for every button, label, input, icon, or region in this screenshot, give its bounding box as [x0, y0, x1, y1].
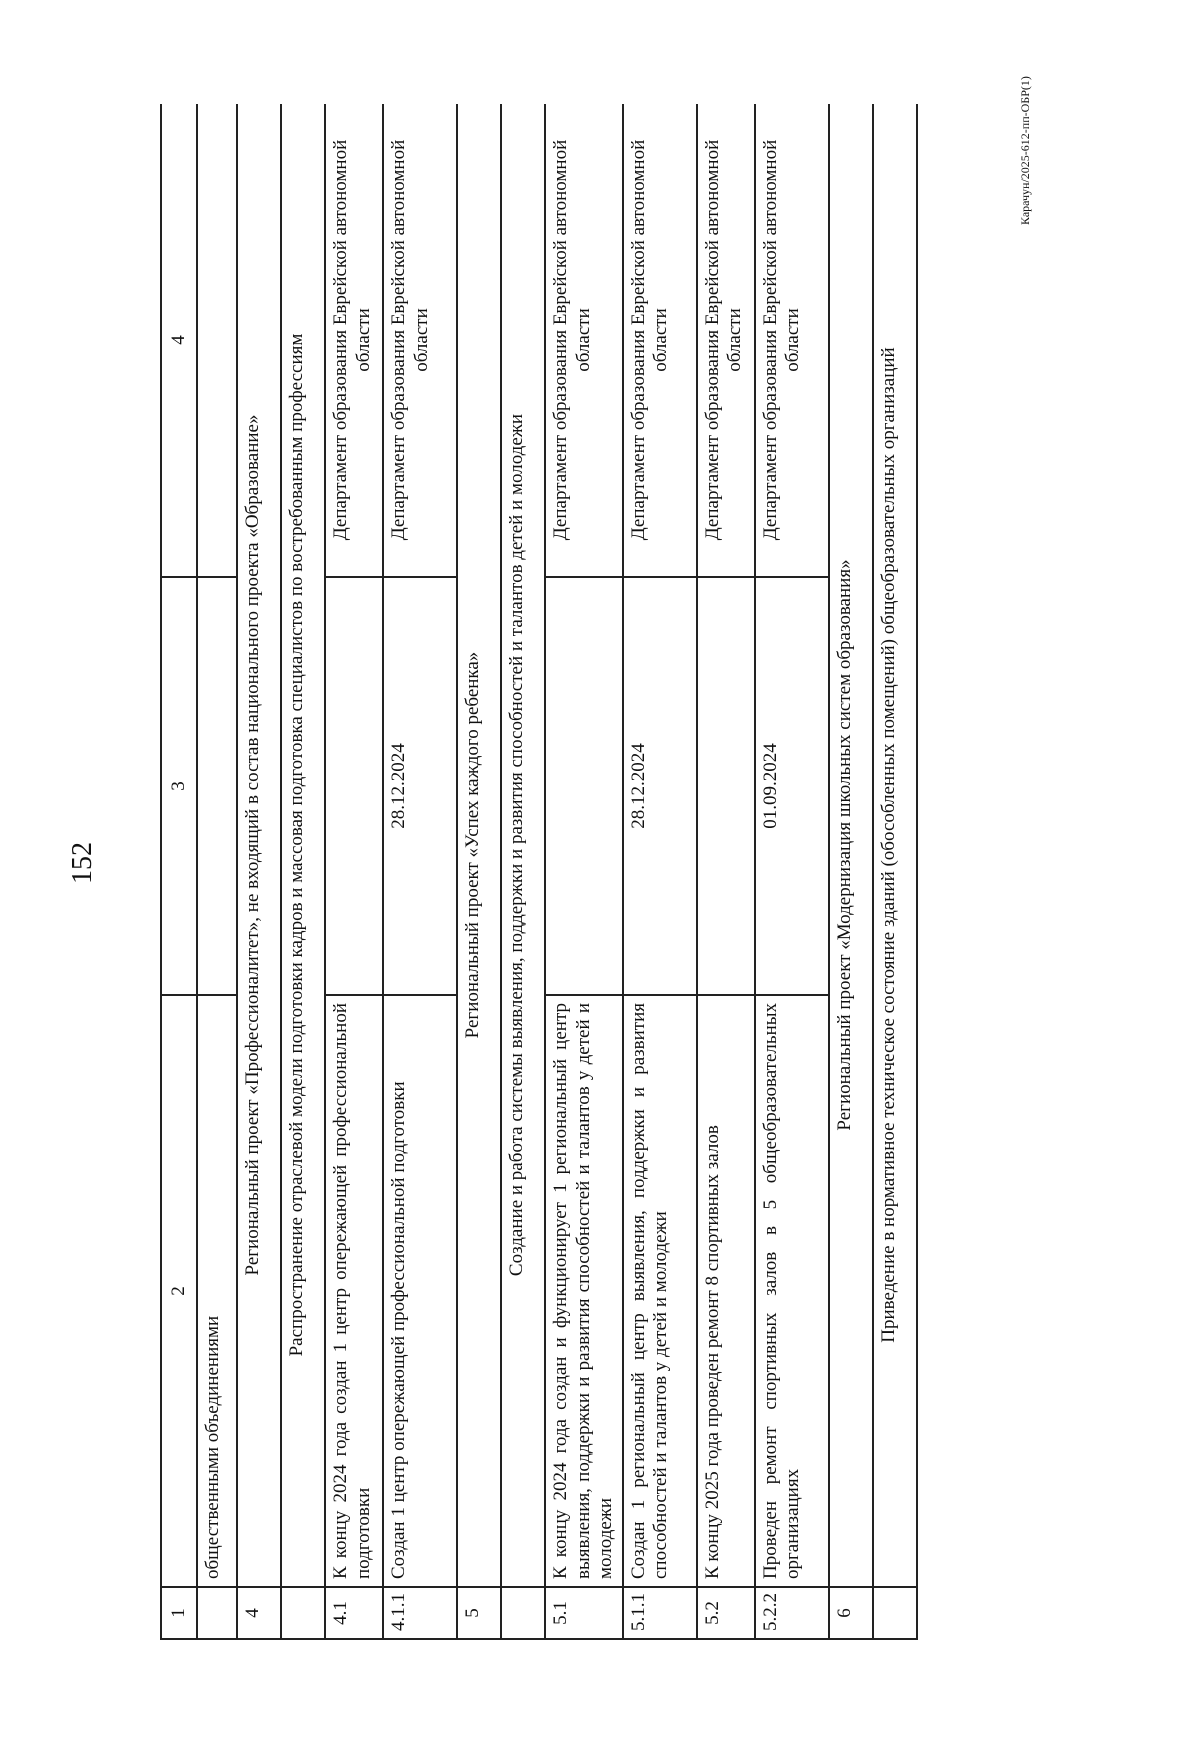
description-cell: К концу 2024 года создан 1 центр опережающей профессиональной подготовки	[325, 995, 383, 1587]
responsible-cell: Департамент образования Еврейской автономной области	[325, 104, 383, 577]
section-title-cell: Региональный проект «Модернизация школьных систем образования»	[829, 104, 873, 1587]
header-col-3: 3	[161, 577, 197, 995]
description-cell: Создан 1 центр опережающей профессиональной подготовки	[383, 995, 457, 1587]
responsible-cell: Департамент образования Еврейской автономной области	[545, 104, 622, 577]
row-number-cell	[281, 1587, 325, 1639]
header-col-4: 4	[161, 104, 197, 577]
rotated-table-container	[160, 104, 1040, 1640]
row-number-cell: 6	[829, 1587, 873, 1639]
section-row	[237, 104, 281, 1639]
table-row	[325, 104, 383, 1639]
responsible-cell: Департамент образования Еврейской автономной области	[383, 104, 457, 577]
row-number-cell: 5.2	[697, 1587, 755, 1639]
table-row	[383, 104, 457, 1639]
section-row	[501, 104, 545, 1639]
row-number-cell: 4.1.1	[383, 1587, 457, 1639]
section-row	[457, 104, 501, 1639]
table-row	[755, 104, 829, 1639]
responsible-cell: Департамент образования Еврейской автономной области	[755, 104, 829, 577]
page-number: 152	[67, 842, 98, 884]
responsible-cell: Департамент образования Еврейской автономной области	[697, 104, 755, 577]
rotated-table-frame	[160, 104, 1040, 1640]
document-code: Карачун/2025-612-пп-ОБР(1)	[1018, 76, 1032, 225]
description-cell: общественными объединениями	[197, 995, 237, 1587]
section-title-cell: Региональный проект «Успех каждого ребенка»	[457, 104, 501, 1587]
description-cell: К концу 2024 года создан и функционирует 1 региональный центр выявления, поддержки и развития способностей и талантов у детей и молодежи	[545, 995, 622, 1587]
responsible-cell: Департамент образования Еврейской автономной области	[623, 104, 697, 577]
section-row	[281, 104, 325, 1639]
description-cell: Создан 1 региональный центр выявления, поддержки и развития способностей и талантов у детей и молодежи	[623, 995, 697, 1587]
section-row	[829, 104, 873, 1639]
row-number-cell: 5.1.1	[623, 1587, 697, 1639]
row-number-cell: 4.1	[325, 1587, 383, 1639]
section-title-cell: Создание и работа системы выявления, поддержки и развития способностей и талантов детей и молодежи	[501, 104, 545, 1587]
description-cell: К концу 2025 года проведен ремонт 8 спортивных залов	[697, 995, 755, 1587]
responsible-cell	[197, 104, 237, 577]
description-cell: Проведен ремонт спортивных залов в 5 общеобразовательных организациях	[755, 995, 829, 1587]
row-number-cell: 5.2.2	[755, 1587, 829, 1639]
section-title-cell: Распространение отраслевой модели подготовки кадров и массовая подготовка специалистов по востребованным профессиям	[281, 104, 325, 1587]
section-row	[873, 104, 917, 1639]
row-number-cell: 5	[457, 1587, 501, 1639]
section-title-cell: Приведение в нормативное техническое состояние зданий (обособленных помещений) общеобразовательных организаций	[873, 104, 917, 1587]
section-title-cell: Региональный проект «Профессионалитет», не входящий в состав национального проекта «Образование»	[237, 104, 281, 1587]
header-col-1: 1	[161, 1587, 197, 1639]
date-cell	[325, 577, 383, 995]
date-cell	[197, 577, 237, 995]
table-row	[197, 104, 237, 1639]
row-number-cell	[873, 1587, 917, 1639]
table-header-row	[161, 104, 197, 1639]
date-cell	[697, 577, 755, 995]
table-body	[161, 104, 917, 1639]
row-number-cell	[501, 1587, 545, 1639]
plan-table	[160, 104, 918, 1640]
date-cell: 01.09.2024	[755, 577, 829, 995]
table-row	[623, 104, 697, 1639]
row-number-cell: 5.1	[545, 1587, 622, 1639]
date-cell: 28.12.2024	[623, 577, 697, 995]
date-cell	[545, 577, 622, 995]
table-row	[697, 104, 755, 1639]
table-row	[545, 104, 622, 1639]
date-cell: 28.12.2024	[383, 577, 457, 995]
row-number-cell: 4	[237, 1587, 281, 1639]
header-col-2: 2	[161, 995, 197, 1587]
row-number-cell	[197, 1587, 237, 1639]
